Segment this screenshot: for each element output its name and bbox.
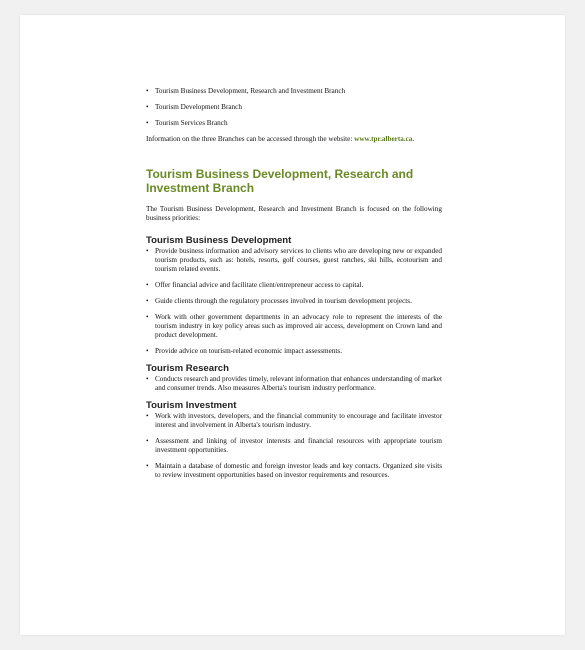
document-content bbox=[146, 87, 442, 487]
list-item: • Tourism Services Branch bbox=[146, 119, 442, 128]
list-item: • Offer financial advice and facilitate client/entrepreneur access to capital. bbox=[146, 281, 442, 290]
list-item: • Work with investors, developers, and the financial community to encourage and facilitate investor interest and involvement in Alberta's tourism industry. bbox=[146, 412, 442, 430]
list-item: • Guide clients through the regulatory processes involved in tourism development projects. bbox=[146, 297, 442, 306]
list-item: • Provide advice on tourism-related economic impact assessments. bbox=[146, 347, 442, 356]
business-development-list bbox=[146, 247, 442, 356]
website-link[interactable]: www.tpr.alberta.ca bbox=[354, 135, 413, 143]
list-item: • Maintain a database of domestic and foreign investor leads and key contacts. Organized site visits to review investment opportunities based on investor requirements and resources. bbox=[146, 462, 442, 480]
document-page bbox=[20, 15, 565, 635]
section-title: Tourism Business Development, Research and Investment Branch bbox=[146, 167, 414, 195]
website-link-period: . bbox=[412, 135, 415, 143]
investment-list bbox=[146, 412, 442, 480]
investment-heading: Tourism Investment bbox=[146, 400, 237, 411]
research-heading: Tourism Research bbox=[146, 363, 229, 374]
branches-info-paragraph bbox=[146, 135, 442, 144]
business-development-heading: Tourism Business Development bbox=[146, 235, 292, 246]
list-item: • Work with other government departments in an advocacy role to represent the interests of the tourism industry in key policy areas such as improved air access, development on Crown land and product development. bbox=[146, 313, 442, 340]
list-item: • Conducts research and provides timely, relevant information that enhances understanding of market and consumer trends. Also measures Alberta's tourism industry performance. bbox=[146, 375, 442, 393]
branches-info-text: Information on the three Branches can be accessed through the website: bbox=[146, 135, 353, 143]
research-list bbox=[146, 375, 442, 393]
list-item: • Tourism Business Development, Research and Investment Branch bbox=[146, 87, 442, 96]
list-item: • Provide business information and advisory services to clients who are developing new or expanded tourism products, such as: hotels, resorts, golf courses, guest ranches, ski hills, ecotourism and tourism related events. bbox=[146, 247, 442, 274]
list-item: • Tourism Development Branch bbox=[146, 103, 442, 112]
branch-list bbox=[146, 87, 442, 128]
section-intro: The Tourism Business Development, Research and Investment Branch is focused on the following business priorities: bbox=[146, 205, 442, 222]
list-item: • Assessment and linking of investor interests and financial resources with appropriate tourism investment opportunities. bbox=[146, 437, 442, 455]
